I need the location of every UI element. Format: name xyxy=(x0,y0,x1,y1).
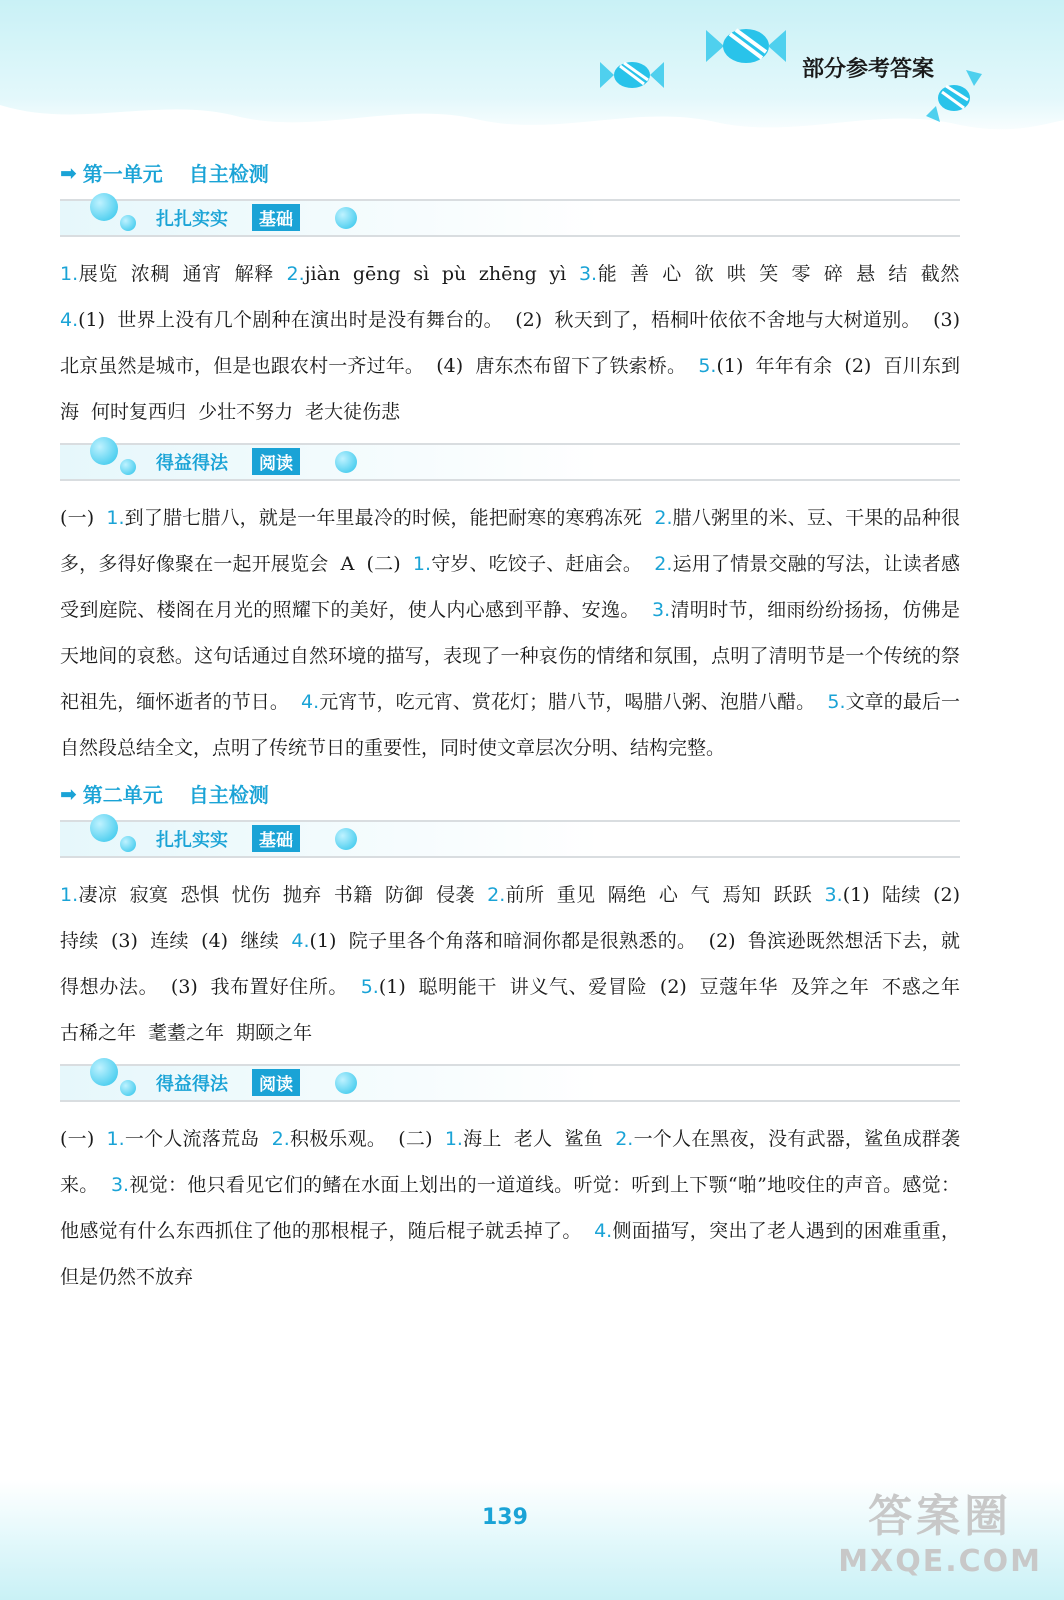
section-tag: 基础 xyxy=(252,204,300,231)
section-header-basics xyxy=(60,199,960,237)
bubble-icon xyxy=(90,437,118,465)
answer-text: 能 善 心 欲 哄 笑 零 碎 悬 结 截然 xyxy=(597,263,960,285)
answer-number: 4. xyxy=(60,309,79,331)
answer-number: 3. xyxy=(652,599,671,621)
bubble-icon xyxy=(120,215,136,231)
unit-1-title-sub: 自主检测 xyxy=(188,162,269,186)
answer-number: 5. xyxy=(360,976,379,998)
candy-icon xyxy=(706,24,786,68)
answer-number: 2. xyxy=(654,507,673,529)
answer-text: 展览 浓稠 通宵 解释 xyxy=(78,263,287,285)
answer-number: 1. xyxy=(60,884,79,906)
answer-text: (一) xyxy=(60,507,107,529)
section-header-reading xyxy=(60,1064,960,1102)
answer-text: (1) 陆续 (2) 持续 (3) 连续 (4) 继续 xyxy=(60,884,960,952)
answer-number: 4. xyxy=(291,930,310,952)
answer-text: 腊八粥里的米、豆、干果的品种很多，多得好像聚在一起开展览会 A (二) xyxy=(60,507,960,575)
section-tag: 基础 xyxy=(252,825,300,852)
bubble-icon xyxy=(335,1072,357,1094)
answer-text: 前所 重见 隔绝 心 气 焉知 跃跃 xyxy=(505,884,825,906)
answer-number: 1. xyxy=(106,507,125,529)
answer-text: 元宵节，吃元宵、赏花灯；腊八节，喝腊八粥、泡腊八醋。 xyxy=(319,691,828,713)
bubble-icon xyxy=(335,207,357,229)
section-label: 得益得法 xyxy=(156,1074,228,1095)
unit-1-title-main: 第一单元 xyxy=(82,162,163,186)
answer-text: (1) 院子里各个角落和暗洞你都是很熟悉的。 (2) 鲁滨逊既然想活下去，就得想办法。 (3) 我布置好住所。 xyxy=(60,930,960,998)
answer-text: (1) 年年有余 (2) 百川东到海 何时复西归 少壮不努力 老大徒伤悲 xyxy=(60,355,960,423)
wave-decoration xyxy=(0,95,1064,140)
answer-text: (1) 聪明能干 讲义气、爱冒险 (2) 豆蔻年华 及笄之年 不惑之年 古稀之年 耄耋之年 期颐之年 xyxy=(60,976,960,1044)
bubble-icon xyxy=(335,451,357,473)
answers-paragraph xyxy=(60,495,960,771)
watermark-logo-text: 答案圈 xyxy=(868,1491,1013,1542)
watermark-url: MXQE.COM xyxy=(838,1544,1042,1579)
answer-text: 侧面描写，突出了老人遇到的困难重重，但是仍然不放弃 xyxy=(60,1220,960,1288)
unit-2-title-sub: 自主检测 xyxy=(188,783,269,807)
section-tag: 阅读 xyxy=(252,448,300,475)
answer-number: 4. xyxy=(301,691,320,713)
candy-icon xyxy=(926,70,982,122)
answer-number: 4. xyxy=(594,1220,613,1242)
bubble-icon xyxy=(120,836,136,852)
section-label: 扎扎实实 xyxy=(156,830,228,851)
answer-number: 2. xyxy=(654,553,673,575)
unit-1-title xyxy=(60,158,960,187)
answer-number: 2. xyxy=(487,884,506,906)
arrow-icon: ➡ xyxy=(60,781,77,806)
unit-2-title-main: 第二单元 xyxy=(82,783,163,807)
answer-number: 1. xyxy=(60,263,79,285)
header-title: 部分参考答案 xyxy=(801,57,934,82)
bubble-icon xyxy=(90,1058,118,1086)
bubble-icon xyxy=(90,193,118,221)
section-header-reading xyxy=(60,443,960,481)
answer-text: 一个人流落荒岛 xyxy=(124,1128,272,1150)
answer-number: 1. xyxy=(106,1128,125,1150)
answer-number: 1. xyxy=(412,553,432,575)
page-number: 139 xyxy=(482,1505,528,1530)
bubble-icon xyxy=(335,828,357,850)
answer-number: 3. xyxy=(824,884,843,906)
answer-number: 2. xyxy=(286,263,305,285)
answer-number: 3. xyxy=(578,263,598,285)
answer-number: 2. xyxy=(615,1128,634,1150)
answer-text: 文章的最后一自然段总结全文，点明了传统节日的重要性，同时使文章层次分明、结构完整。 xyxy=(60,691,960,759)
section-label: 得益得法 xyxy=(156,453,228,474)
answer-text: 到了腊七腊八，就是一年里最冷的时候，能把耐寒的寒鸦冻死 xyxy=(124,507,655,529)
answer-content xyxy=(60,158,960,1308)
answer-text: 积极乐观。 (二) xyxy=(289,1128,445,1150)
section-label: 扎扎实实 xyxy=(156,209,228,230)
bubble-icon xyxy=(90,814,118,842)
answer-text: (1) 世界上没有几个剧种在演出时是没有舞台的。 (2) 秋天到了，梧桐叶依依不舍地与大树道别。 (3) 北京虽然是城市，但是也跟农村一齐过年。 (4) 唐东杰布留下了铁索桥。 xyxy=(60,309,960,377)
candy-icon xyxy=(600,58,664,92)
answers-paragraph xyxy=(60,251,960,435)
answer-text: 海上 老人 鲨鱼 xyxy=(462,1128,616,1150)
answer-number: 2. xyxy=(271,1128,290,1150)
section-header-basics xyxy=(60,820,960,858)
unit-2-title xyxy=(60,779,960,808)
answer-text: 运用了情景交融的写法，让读者感受到庭院、楼阁在月光的照耀下的美好，使人内心感到平静、安逸。 xyxy=(60,553,960,621)
answer-text: 视觉：他只看见它们的鳍在水面上划出的一道道线。听觉：听到上下颚“啪”地咬住的声音。感觉：他感觉有什么东西抓住了他的那根棍子，随后棍子就丢掉了。 xyxy=(60,1174,960,1242)
answers-paragraph xyxy=(60,872,960,1056)
answer-number: 5. xyxy=(698,355,717,377)
answer-number: 5. xyxy=(827,691,846,713)
bubble-icon xyxy=(120,1080,136,1096)
answer-number: 1. xyxy=(444,1128,463,1150)
answer-text: 守岁、吃饺子、赶庙会。 xyxy=(431,553,655,575)
answer-text: (一) xyxy=(60,1128,107,1150)
answer-number: 3. xyxy=(110,1174,130,1196)
section-tag: 阅读 xyxy=(252,1069,300,1096)
bubble-icon xyxy=(120,459,136,475)
watermark xyxy=(838,1480,1042,1579)
answer-text: 清明时节，细雨纷纷扬扬，仿佛是天地间的哀愁。这句话通过自然环境的描写，表现了一种哀伤的情绪和氛围，点明了清明节是一个传统的祭祀祖先，缅怀逝者的节日。 xyxy=(60,599,960,713)
answers-paragraph xyxy=(60,1116,960,1300)
arrow-icon: ➡ xyxy=(60,160,77,185)
answer-text: jiàn gēng sì pù zhēng yì xyxy=(304,263,579,285)
answer-text: 一个人在黑夜，没有武器，鲨鱼成群袭来。 xyxy=(60,1128,960,1196)
answer-text: 凄凉 寂寞 恐惧 忧伤 抛弃 书籍 防御 侵袭 xyxy=(78,884,488,906)
